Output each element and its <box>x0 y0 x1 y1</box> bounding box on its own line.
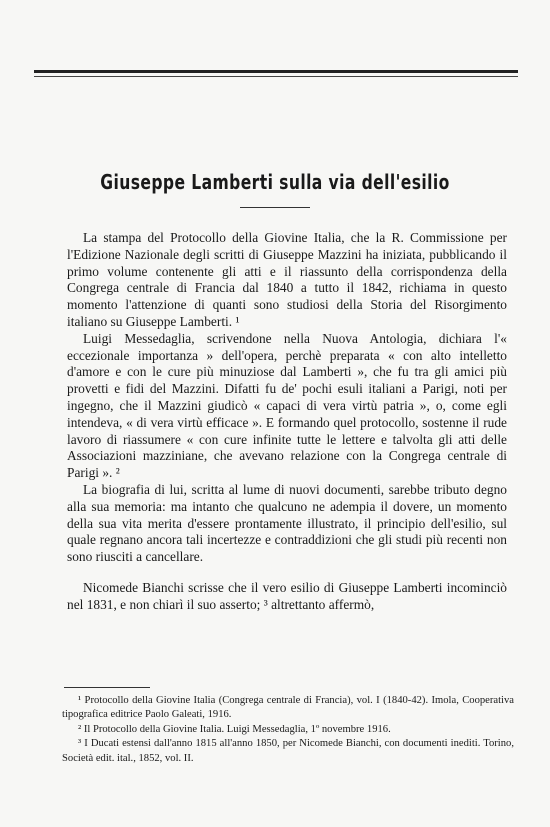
header-rule <box>34 70 518 73</box>
footnote-1: ¹ Protocollo della Giovine Italia (Congrega centrale di Francia), vol. I (1840-42). Imola, Cooperativa tipografica editrice Paolo Galeati, 1916. <box>62 695 514 721</box>
footnote-2: ² Il Protocollo della Giovine Italia. Luigi Messedaglia, 1º novembre 1916. <box>78 723 391 735</box>
title-underline <box>240 207 310 208</box>
paragraph-2: Luigi Messedaglia, scrivendone nella Nuova Antologia, dichiara l'« eccezionale importanza » dell'opera, perchè preparata « con alto intelletto d'amore e con le cure più minuziose dal Lamberti », che fu tra gli amici più provetti e fidi del Mazzini. Difatti fu de' pochi esuli italiani a Parigi, noti per ingegno, che il Mazzini giudicò « capaci di vera virtù patria », o, come egli intendeva, « di vera virtù efficace ». E formando quel protocollo, sostenne il rude lavoro di riassumere « con cure infinite tutte le lettere e talvolta gli atti delle Associazioni mazziniane, che avevano relazione con la Congrega centrale di Parigi ». ² <box>67 330 507 481</box>
paragraph-4: Nicomede Bianchi scrisse che il vero esilio di Giuseppe Lamberti incominciò nel 1831, e non chiarì il suo asserto; ³ altrettanto affermò, <box>67 579 507 612</box>
header-rule-thin <box>34 76 518 77</box>
footnote-rule <box>64 687 150 688</box>
footnote-3: ³ I Ducati estensi dall'anno 1815 all'anno 1850, per Nicomede Bianchi, con documenti inediti. Torino, Società edit. ital., 1852, vol. II. <box>62 738 514 764</box>
article-title: Giuseppe Lamberti sulla via dell'esilio <box>100 170 450 194</box>
paragraph-1: La stampa del Protocollo della Giovine Italia, che la R. Commissione per l'Edizione Nazionale degli scritti di Giuseppe Mazzini ha iniziata, pubblicando il primo volume contenente gli atti e il riassunto della corrispondenza della Congrega centrale di Francia dal 1840 a tutto il 1842, richiama in questo momento l'attenzione di quanti sono studiosi della Storia del Risorgimento italiano su Giuseppe Lamberti. ¹ <box>67 230 507 329</box>
footnotes <box>62 694 514 766</box>
article-body <box>67 230 507 614</box>
paragraph-3: La biografia di lui, scritta al lume di nuovi documenti, sarebbe tributo degno alla sua memoria: ma intanto che qualcuno ne adempia il dovere, un momento della sua vita merita d'essere prontamente illustrato, il principio dell'esilio, sul quale regnano ancora tali incertezze e contraddizioni che gli studi più recenti non sono riusciti a cancellare. <box>67 481 507 565</box>
